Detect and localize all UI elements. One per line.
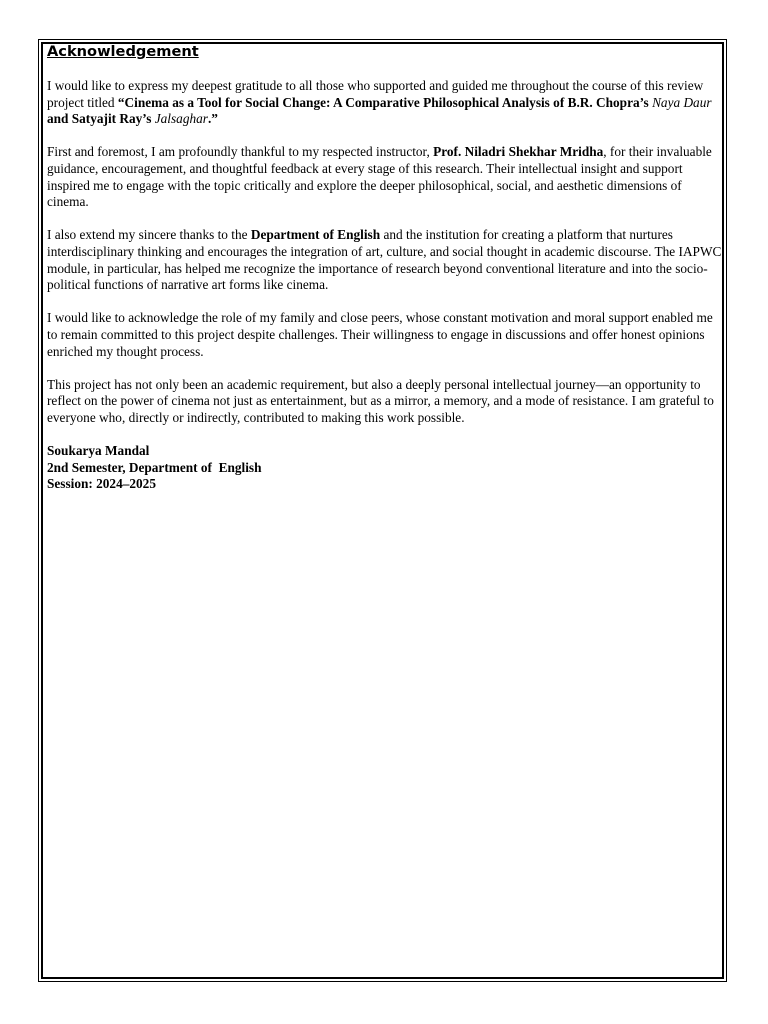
instructor-text-b: , for their invaluable guidance, encouragement, and thoughtful feedback at every stage of this research. Their intellectual insight and support inspired me to engage with the topic critically and explore the deeper philosophical, social, and aesthetic dimensions of cinema. (47, 144, 712, 210)
department-text-a: I also extend my sincere thanks to the (47, 227, 251, 243)
department-name: Department of English (250, 227, 381, 243)
project-title-part-c: .” (207, 111, 218, 127)
paragraph-instructor (47, 144, 723, 210)
project-title-part-a: “Cinema as a Tool for Social Change: A Comparative Philosophical Analysis of B.R. Chopra’s (117, 94, 653, 110)
paragraph-department (47, 227, 723, 293)
film-title-naya-daur: Naya Daur (652, 94, 712, 110)
instructor-name: Prof. Niladri Shekhar Mridha (433, 144, 604, 160)
signature-session: Session: 2024–2025 (47, 476, 156, 492)
paragraph-family: I would like to acknowledge the role of my family and close peers, whose constant motivation and moral support enabled me to remain committed to this project despite challenges. Their willingness to engage in discussions and offer honest opinions enriched my thought process. (47, 310, 713, 359)
paragraph-intro (47, 78, 723, 128)
paragraph-closing: This project has not only been an academic requirement, but also a deeply personal intellectual journey—an opportunity to reflect on the power of cinema not just as entertainment, but as a mirror, a memory, and a mode of resistance. I am grateful to everyone who, directly or indirectly, contributed to making this work possible. (47, 376, 714, 425)
page-title: Acknowledgement (47, 43, 199, 60)
signature-semester: 2nd Semester, Department of English (47, 459, 262, 475)
signature-name: Soukarya Mandal (47, 443, 150, 459)
document-body (47, 43, 723, 493)
department-text-b: and the institution for creating a platform that nurtures interdisciplinary thinking and encourages the integration of art, culture, and social thought in academic discourse. The IAPWC module, in particular, has helped me recognize the importance of research beyond conventional literature and into the socio-political functions of narrative art forms like cinema. (47, 227, 722, 293)
film-title-jalsaghar: Jalsaghar (154, 111, 208, 127)
project-title-part-b: and Satyajit Ray’s (47, 111, 155, 127)
intro-text: I would like to express my deepest gratitude to all those who supported and guided me throughout the course of this review project titled (47, 78, 704, 110)
instructor-text-a: First and foremost, I am profoundly thankful to my respected instructor, (47, 144, 434, 160)
